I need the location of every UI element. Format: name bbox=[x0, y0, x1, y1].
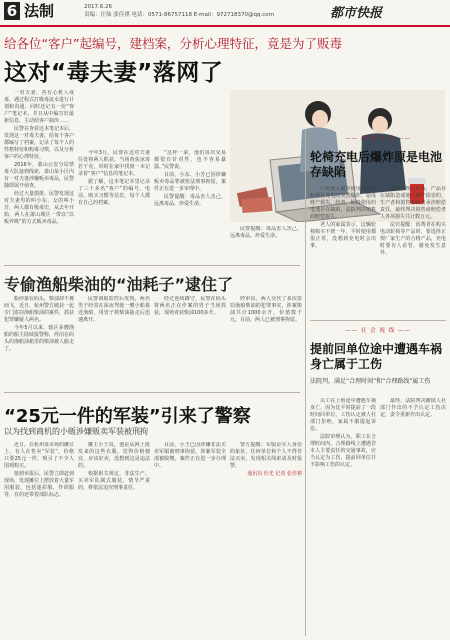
section-divider bbox=[310, 320, 446, 321]
lead-body-col1 bbox=[4, 90, 74, 260]
right-column-header: —— 政 府 关 注 —— bbox=[345, 136, 411, 142]
story3-col1 bbox=[4, 442, 74, 636]
lead-paragraph: 2016年，萧山公安分局禁毒大队接到线索，萧山某小区内有一对夫妻涉嫌贩卖毒品，民警随即展开侦查。 bbox=[4, 162, 74, 189]
issue-date: 2017.6.26 bbox=[84, 4, 112, 10]
lead-body-col2 bbox=[78, 150, 150, 260]
right2-paragraph: 法院审理认为，职工在合理时间内、合理路线上遭遇非本人主要责任的交通事故，应当认定为工伤，提前回单位并不影响工伤的认定。 bbox=[310, 434, 376, 468]
right-paragraph: 法院审理后认为，产品存在缺陷造成他人财产损害的，生产者和销售者应当承担赔偿责任，最终判决销售商赔偿老人各项损失共计数万元。 bbox=[380, 186, 446, 220]
right-col1 bbox=[310, 186, 376, 316]
right2-paragraph: 员工在上班途中遭遇车祸身亡，因为比平时提前了一段时间回单位，工伤认定被人社部门拒绝，家属不服提起诉讼。 bbox=[310, 398, 376, 432]
lead-paragraph: 目前，小东、小芳已因涉嫌贩卖毒品罪被依法刑事拘留，案件正在进一步审理中。 bbox=[154, 172, 226, 192]
section-title: 法制 bbox=[24, 2, 55, 20]
lead-kicker: 给各位“客户”起编号，建档案，分析心理特征，竟是为了贩毒 bbox=[4, 36, 342, 51]
story2-headline: 专偷渔船柴油的“油耗子”逮住了 bbox=[4, 275, 234, 294]
story2-paragraph: 今年5月以来，辖区多艘渔船的船主陆续报警称，停泊在码头的渔船油箱里的柴油被人偷走了。 bbox=[4, 325, 74, 352]
story2-col3 bbox=[154, 296, 226, 388]
lead-paragraph: 民警提醒：毒品害人害己，远离毒品，珍爱生命。 bbox=[154, 194, 226, 207]
right2-col1 bbox=[310, 398, 376, 636]
story3-col4 bbox=[230, 442, 302, 636]
masthead-logo: 都市快报 bbox=[330, 6, 383, 21]
story3-headline: “25元一件的军装”引来了警察 bbox=[4, 406, 251, 427]
story3-paragraph: 摊主小王说，他是从网上批发来的这些衣服，觉得价格便宜，应该好卖，没想到这是违法的。 bbox=[78, 442, 150, 469]
lead-paragraph: 民警在查看这本笔记本后，发现这一对毒夫妻，给每个客户都编写了档案，记录了每个人的性格特征和购毒习惯，以及分析客户的心理特征。 bbox=[4, 126, 74, 160]
story2-col2 bbox=[78, 296, 150, 388]
page-header bbox=[0, 0, 450, 28]
lead-paragraph: 一对夫妻，各有心机人戒毒，遇过程式打吸毒流水进行计划和沟通，同时还记有一份“客户”笔记本，并且从中编写好最新信息，主动给客户搞传…… bbox=[4, 90, 74, 124]
right-paragraph: 老人的家属表示，这辆轮椅购买不到一年，平时使用都很正常，没想到充电时会出事。 bbox=[310, 222, 376, 249]
lead-paragraph: “这样一来，他们每次交易都很有针对性，也不容易暴露。”民警说。 bbox=[154, 150, 226, 170]
story3-paragraph: 近日，在杭州某市场的摊位上，有人在售卖“军装”，价格只要25元一件，吸引了不少人围观购买。 bbox=[4, 442, 74, 469]
right-headline: 轮椅充电后爆炸原是电池存缺陷 bbox=[310, 150, 443, 179]
story2-paragraph: 经过连续蹲守，民警在码头将两名正在作案的男子当场抓获，现场查获柴油100多升。 bbox=[154, 296, 226, 316]
lead-paragraph: 据了解，这本笔记本里记录了三十多名“客户”的编号、电话、购买习惯等信息，每个人都有自己的档案。 bbox=[78, 179, 150, 206]
right2-col2 bbox=[380, 398, 446, 636]
right-column-header-2: —— 社 会 视 线 —— bbox=[345, 328, 411, 334]
story3-col3 bbox=[154, 442, 226, 636]
story3-paragraph: 根据相关规定，非法生产、买卖军队制式服装，情节严重的，将依法追究刑事责任。 bbox=[78, 471, 150, 491]
right-headline-2: 提前回单位途中遭遇车祸身亡属于工伤 bbox=[310, 342, 443, 371]
story3-paragraph: 目前，小王已因涉嫌非法买卖军服被刑事拘留，涉案军装全部被收缴，案件正在进一步办理中。 bbox=[154, 442, 226, 469]
right-paragraph: 法官提醒：消费者在购买电动轮椅等产品时，要选择正规厂家生产的合格产品，充电时要有人看管，避免发生意外。 bbox=[380, 222, 446, 256]
header-rule bbox=[0, 25, 450, 27]
story2-paragraph: 船停靠在码头，柴油却不翼而飞，近日，杭州警方破获一起专门盗窃渔船柴油的案件，抓获犯罪嫌疑人两名。 bbox=[4, 296, 74, 323]
header-info bbox=[84, 3, 294, 19]
story2-col4 bbox=[230, 296, 302, 388]
lead-body-col3 bbox=[154, 150, 226, 260]
right2-paragraph: 最终，法院判决撤销人社部门作出的不予认定工伤决定，责令重新作出认定。 bbox=[380, 398, 446, 418]
story2-col1 bbox=[4, 296, 74, 388]
page-number: 6 bbox=[4, 2, 20, 20]
right-col2 bbox=[380, 186, 446, 316]
lead-headline: 这对“毒夫妻”落网了 bbox=[4, 60, 224, 86]
story3-paragraph: 接到举报后，民警立即赶到现场，发现摊位上摆放着大量军用服装，包括迷彩服、作训服等，有的还带着部队标志。 bbox=[4, 471, 74, 498]
section-divider bbox=[4, 392, 300, 393]
editor-line: 责编：汪仙 张佳祺 电话：0571-86757118 E-mail：972718370@qq.com bbox=[84, 12, 274, 18]
story2-paragraph: 经审讯，两人交代了多次盗窃渔船柴油的犯罪事实，涉案柴油共计1000余升，价值数千元。目前，两人已被刑事拘留。 bbox=[230, 296, 302, 323]
lead-paragraph: 经过大量摸排，民警发现这对夫妻男的叫小东，女的叫小芳，两人都有吸毒史，从去年开始，两人在萧山城区一带以“以贩养吸”的方式贩卖毒品。 bbox=[4, 191, 74, 225]
right-paragraph: 六旬老人家中使用的电动轮椅在充电时突然爆炸，造成财产损失，经查，轮椅使用的电池存在缺陷，法院判决销售商赔偿损失。 bbox=[310, 186, 376, 220]
lead-body-col4 bbox=[230, 226, 302, 262]
lead-paragraph: 今年3月，民警在这对夫妻住处将两人抓获，当场查获冰毒若干克，同时在家中找到一本记录着“客户”信息的笔记本。 bbox=[78, 150, 150, 177]
section-divider bbox=[4, 265, 300, 266]
right-subhead-2: 法院判，满足“合理时间”和“合理路线”属工伤 bbox=[310, 378, 431, 385]
story3-subhead: 以为找到商机的小贩涉嫌贩卖军装被刑拘 bbox=[4, 427, 148, 436]
story3-col2 bbox=[78, 442, 150, 636]
story2-paragraph: 民警调取监控后发现，两名男子经常在深夜驾驶一艘小船靠近渔船，用管子将柴油抽走后迅速离开。 bbox=[78, 296, 150, 323]
story3-paragraph: 警方提醒：军服是军人身份的象征，任何单位和个人不得非法买卖，发现相关线索请及时报警。 bbox=[230, 442, 302, 469]
lead-paragraph: 民警提醒：毒品害人害己，远离毒品，珍爱生命。 bbox=[230, 226, 302, 239]
story3-credit: 通讯员 杜光 记者 张佳祺 bbox=[247, 471, 302, 477]
column-divider bbox=[305, 130, 306, 636]
